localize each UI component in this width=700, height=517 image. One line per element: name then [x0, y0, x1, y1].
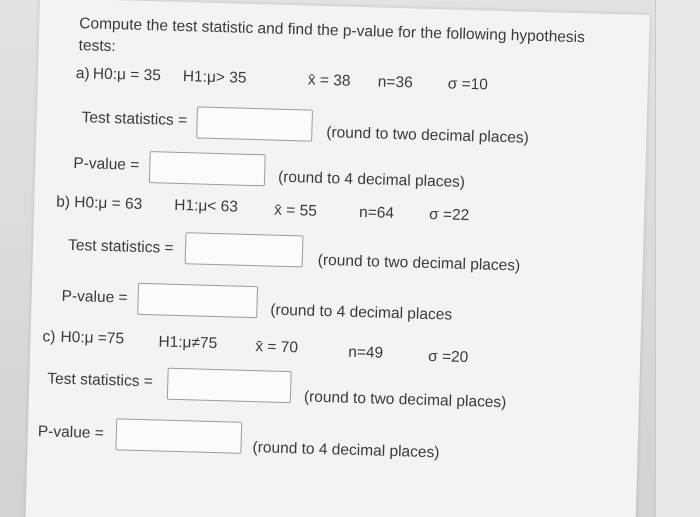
part-b-test-statistic-label: Test statistics =	[67, 236, 174, 257]
part-a-n: n=36	[377, 73, 413, 92]
part-c-sigma: σ =20	[427, 347, 469, 367]
part-b-pvalue-note: (round to 4 decimal places	[270, 301, 453, 324]
part-b-pvalue-input[interactable]	[137, 283, 258, 318]
question-sheet	[25, 0, 650, 517]
right-panel	[655, 0, 700, 517]
part-b-n: n=64	[358, 203, 395, 222]
part-a-test-statistic-label: Test statistics =	[81, 109, 188, 130]
part-a-pvalue-label: P-value =	[73, 155, 140, 174]
part-b-sigma: σ =22	[428, 205, 470, 225]
part-c-label: c)	[42, 328, 56, 346]
part-a-label: a)	[75, 65, 90, 83]
part-c-pvalue-input[interactable]	[115, 418, 242, 454]
part-a-xbar: x̄ = 38	[307, 71, 351, 90]
part-c-test-statistic-note: (round to two decimal places)	[303, 388, 507, 412]
part-a-h1: H1:μ> 35	[182, 68, 247, 87]
part-a-sigma: σ =10	[447, 75, 489, 94]
part-c-pvalue-note: (round to 4 decimal places)	[252, 439, 440, 462]
part-c-test-statistic-input[interactable]	[167, 368, 292, 403]
part-c-n: n=49	[347, 343, 384, 362]
part-a-test-statistic-note: (round to two decimal places)	[326, 124, 529, 147]
part-c-test-statistic-label: Test statistics =	[47, 370, 154, 391]
part-b-pvalue-label: P-value =	[61, 287, 128, 307]
part-c-h0: H0:μ =75	[60, 328, 125, 348]
part-b-test-statistic-input[interactable]	[185, 232, 304, 267]
part-a-h0: H0:μ = 35	[92, 65, 162, 85]
part-c-h1: H1:μ≠75	[158, 333, 218, 353]
part-b-h0: H0:μ = 63	[74, 194, 143, 213]
part-c-xbar: x̄ = 70	[255, 338, 299, 357]
part-a-pvalue-note: (round to 4 decimal places)	[277, 168, 466, 191]
part-b-h1: H1:μ< 63	[174, 196, 239, 216]
part-b-label: b)	[56, 193, 71, 211]
part-b-xbar: x̄ = 55	[273, 201, 318, 220]
part-a-pvalue-input[interactable]	[149, 151, 266, 186]
instructions-text: Compute the test statistic and find the p-value for the following hypothesis tests:	[78, 15, 586, 56]
part-c-pvalue-label: P-value =	[37, 423, 105, 442]
part-b-test-statistic-note: (round to two decimal places)	[317, 251, 521, 275]
part-a-test-statistic-input[interactable]	[196, 106, 313, 141]
